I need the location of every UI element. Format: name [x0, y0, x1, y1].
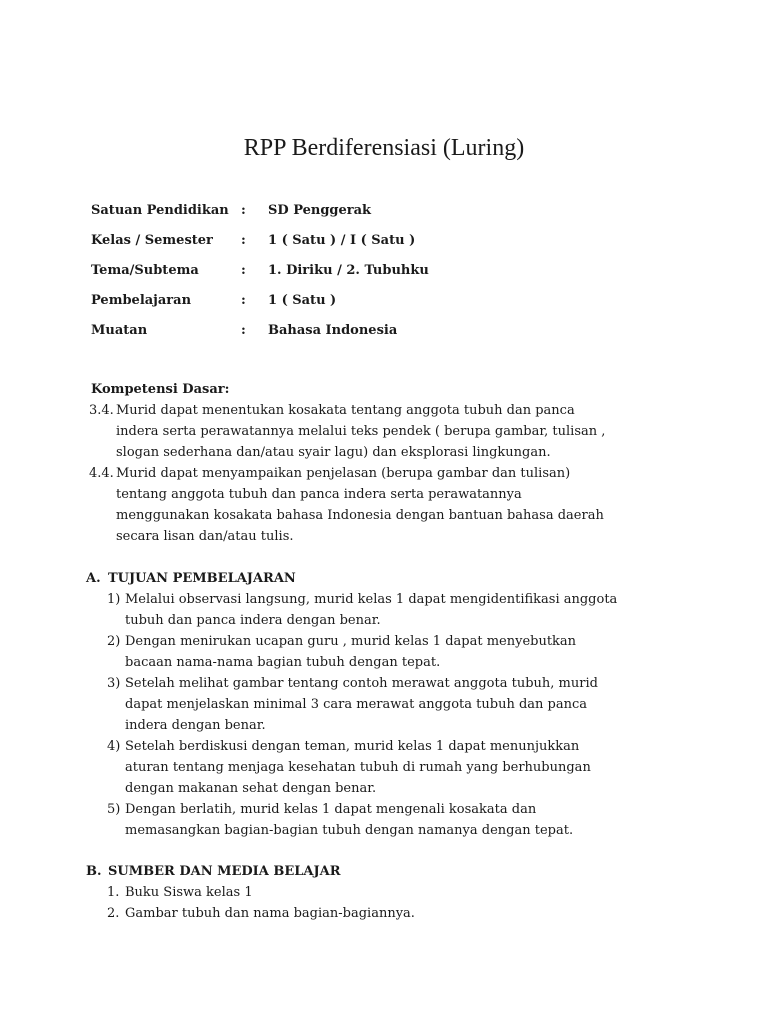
- list-item: [107, 631, 696, 673]
- info-colon: :: [241, 203, 246, 218]
- info-value: 1 ( Satu ): [268, 293, 337, 308]
- info-value: 1 ( Satu ) / I ( Satu ): [268, 233, 416, 248]
- section-heading-text: TUJUAN PEMBELAJARAN: [108, 571, 296, 586]
- info-row-kelas: [91, 229, 691, 259]
- list-line: Buku Siswa kelas 1: [125, 885, 253, 900]
- section-sumber-media: [86, 861, 696, 924]
- kompetensi-line: menggunakan kosakata bahasa Indonesia dengan bantuan bahasa daerah: [116, 508, 604, 523]
- list-item: [107, 673, 696, 736]
- list-item: [107, 799, 696, 841]
- info-row-pembelajaran: [91, 289, 691, 319]
- kompetensi-number: 3.4.: [89, 403, 114, 418]
- info-colon: :: [241, 293, 246, 308]
- kompetensi-line: tentang anggota tubuh dan panca indera serta perawatannya: [116, 487, 522, 502]
- kompetensi-line: indera serta perawatannya melalui teks pendek ( berupa gambar, tulisan ,: [116, 424, 606, 439]
- list-number: 1.: [107, 885, 120, 900]
- list-number: 3): [107, 676, 121, 691]
- list-number: 1): [107, 592, 121, 607]
- list-number: 4): [107, 739, 121, 754]
- list-number: 2.: [107, 906, 120, 921]
- info-value: SD Penggerak: [268, 203, 372, 218]
- list-number: 2): [107, 634, 121, 649]
- list-line: aturan tentang menjaga kesehatan tubuh di rumah yang berhubungan: [125, 760, 591, 775]
- kompetensi-item: [89, 400, 691, 463]
- info-label: Kelas / Semester: [91, 233, 213, 248]
- list-item: [107, 903, 696, 924]
- kompetensi-line: secara lisan dan/atau tulis.: [116, 529, 294, 544]
- info-label: Tema/Subtema: [91, 263, 199, 278]
- resource-list: [107, 882, 696, 924]
- kompetensi-dasar-section: [91, 379, 691, 547]
- info-value: Bahasa Indonesia: [268, 323, 398, 338]
- kompetensi-line: Murid dapat menyampaikan penjelasan (berupa gambar dan tulisan): [116, 466, 571, 481]
- info-colon: :: [241, 263, 246, 278]
- list-line: dengan makanan sehat dengan benar.: [125, 781, 377, 796]
- list-line: Gambar tubuh dan nama bagian-bagiannya.: [125, 906, 415, 921]
- list-item: [107, 882, 696, 903]
- info-row-muatan: [91, 319, 691, 349]
- list-line: tubuh dan panca indera dengan benar.: [125, 613, 381, 628]
- list-line: bacaan nama-nama bagian tubuh dengan tepat.: [125, 655, 441, 670]
- section-tujuan-pembelajaran: [86, 568, 696, 841]
- section-letter: B.: [86, 864, 102, 879]
- info-label: Muatan: [91, 323, 148, 338]
- list-line: Melalui observasi langsung, murid kelas 1 dapat mengidentifikasi anggota: [125, 592, 618, 607]
- info-row-tema: [91, 259, 691, 289]
- info-label: Pembelajaran: [91, 293, 192, 308]
- list-line: Dengan menirukan ucapan guru , murid kelas 1 dapat menyebutkan: [125, 634, 577, 649]
- section-letter: A.: [86, 571, 101, 586]
- info-value: 1. Diriku / 2. Tubuhku: [268, 263, 429, 278]
- list-item: [107, 736, 696, 799]
- section-heading: [86, 861, 696, 882]
- info-label: Satuan Pendidikan: [91, 203, 229, 218]
- list-line: dapat menjelaskan minimal 3 cara merawat anggota tubuh dan panca: [125, 697, 588, 712]
- section-heading-text: SUMBER DAN MEDIA BELAJAR: [108, 864, 341, 879]
- kompetensi-number: 4.4.: [89, 466, 114, 481]
- info-colon: :: [241, 323, 246, 338]
- info-row-satuan: [91, 199, 691, 229]
- list-number: 5): [107, 802, 121, 817]
- kompetensi-item: [89, 463, 691, 547]
- list-line: Setelah melihat gambar tentang contoh merawat anggota tubuh, murid: [125, 676, 598, 691]
- info-colon: :: [241, 233, 246, 248]
- kompetensi-heading: Kompetensi Dasar:: [91, 382, 230, 397]
- identity-table: [91, 199, 691, 349]
- section-heading: [86, 568, 696, 589]
- list-line: indera dengan benar.: [125, 718, 266, 733]
- objective-list: [107, 589, 696, 841]
- kompetensi-line: slogan sederhana dan/atau syair lagu) dan eksplorasi lingkungan.: [116, 445, 551, 460]
- kompetensi-line: Murid dapat menentukan kosakata tentang anggota tubuh dan panca: [116, 403, 575, 418]
- list-line: Dengan berlatih, murid kelas 1 dapat mengenali kosakata dan: [125, 802, 537, 817]
- list-line: memasangkan bagian-bagian tubuh dengan namanya dengan tepat.: [125, 823, 574, 838]
- document-title: RPP Berdiferensiasi (Luring): [243, 135, 525, 161]
- list-line: Setelah berdiskusi dengan teman, murid kelas 1 dapat menunjukkan: [125, 739, 580, 754]
- list-item: [107, 589, 696, 631]
